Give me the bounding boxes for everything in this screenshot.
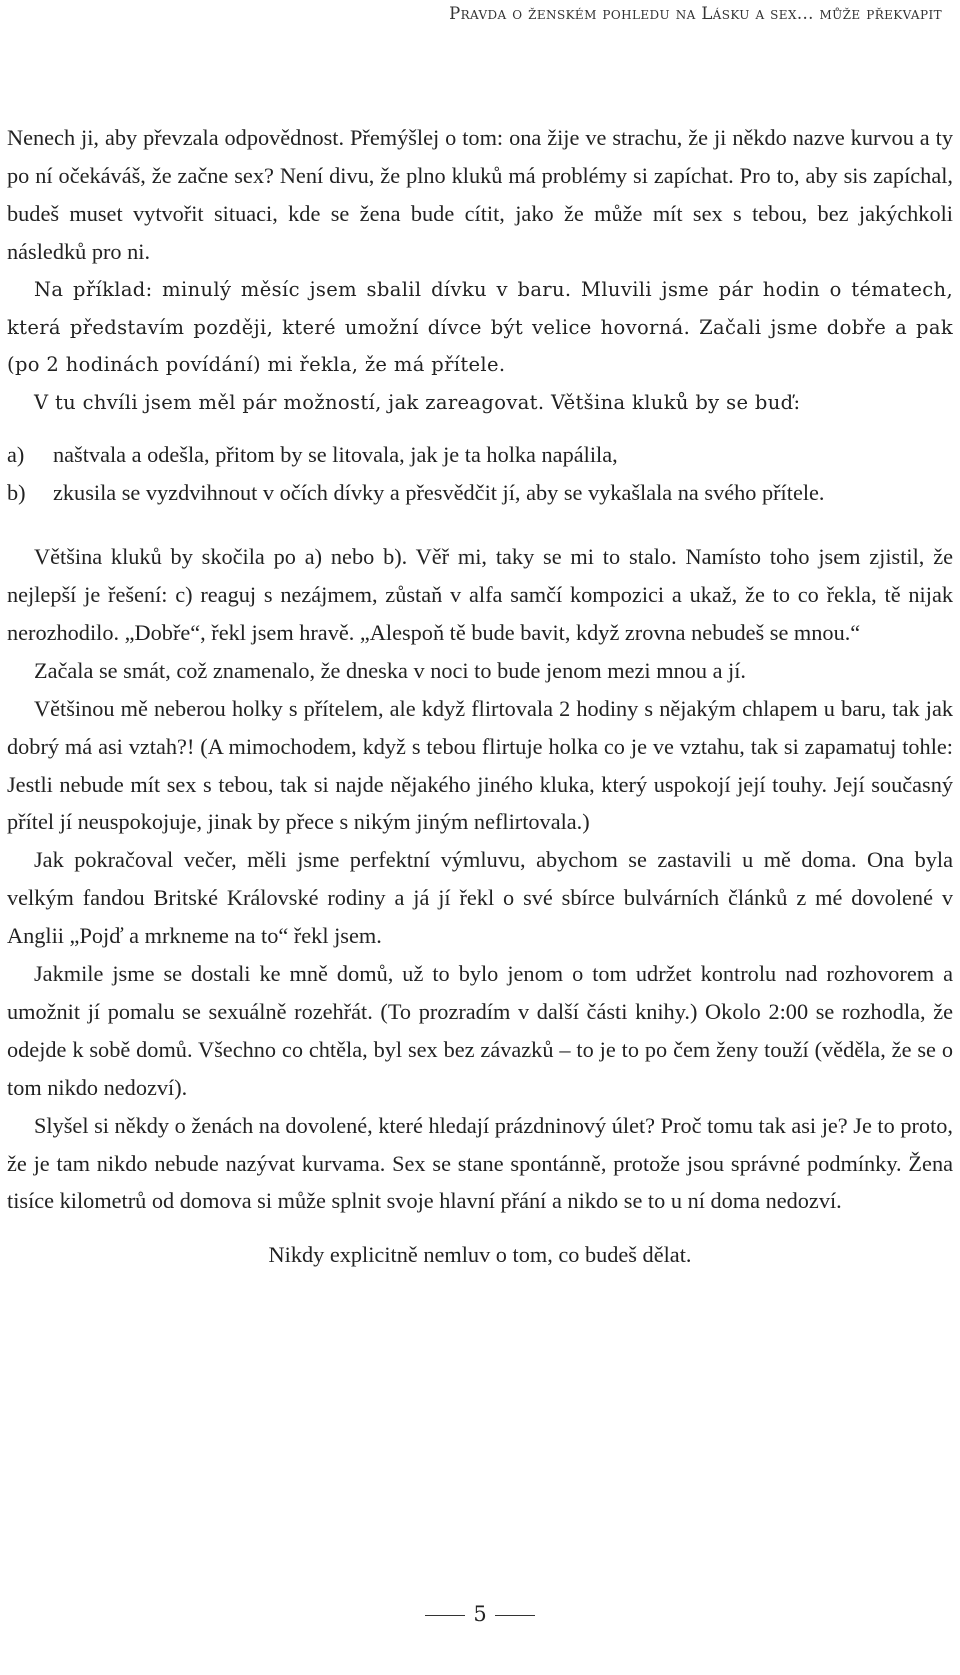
paragraph-1: Nenech ji, aby převzala odpovědnost. Přemýšlej o tom: ona žije ve strachu, že ji někdo nazve kurvou a ty po ní očekáváš, že začne sex? Není divu, že plno kluků má problémy si zapíchat. Pro to, aby sis zapíchal, budeš muset vytvořit situaci, kde se žena bude cítit, jako že může mít sex s tebou, bez jakýchkoli následků pro ni.	[7, 125, 953, 264]
paragraph-6: Většinou mě neberou holky s přítelem, ale když flirtovala 2 hodiny s nějakým chlapem u baru, tak jak dobrý má asi vztah?! (A mimochodem, když s tebou flirtuje holka co je ve vztahu, tak si zapamatuj tohle: Jestli nebude mít sex s tebou, tak si najde nějakého jiného kluka, který uspokojí její touhy. Její současný přítel jí neuspokojuje, jinak by přece s nikým jiným neflirtovala.)	[7, 695, 953, 835]
list-marker: b)	[7, 480, 26, 506]
page-body	[7, 119, 953, 1274]
list-item	[7, 474, 953, 512]
page-number-value: 5	[473, 1602, 487, 1626]
list-marker: a)	[7, 442, 25, 468]
page-number	[0, 1602, 960, 1626]
folio-dash-right	[495, 1615, 535, 1616]
paragraph-7: Jak pokračoval večer, měli jsme perfektní výmluvu, abychom se zastavili u mě doma. Ona byla velkým fandou Britské Královské rodiny a já jí řekl o své sbírce bulvárních článků z mé dovolené v Anglii „Pojď a mrkneme na to“ řekl jsem.	[7, 847, 953, 949]
list-item	[7, 436, 953, 474]
paragraph-9: Slyšel si někdy o ženách na dovolené, které hledají prázdninový úlet? Proč tomu tak asi je? Je to proto, že je tam nikdo nebude nazývat kurvama. Sex se stane spontánně, protože jsou správné podmínky. Žena tisíce kilometrů od domova si může splnit svoje hlavní přání a nikdo se to u ní doma nedozví.	[7, 1112, 953, 1214]
closing-line: Nikdy explicitně nemluv o tom, co budeš dělat.	[268, 1242, 692, 1268]
paragraph-4: Většina kluků by skočila po a) nebo b). Věř mi, taky se mi to stalo. Namísto toho jsem zjistil, že nejlepší je řešení: c) reaguj s nezájmem, zůstaň v alfa samčí kompozici a ukaž, že to co řekla, tě nijak nerozhodilo. „Dobře“, řekl jsem hravě. „Alespoň tě bude bavit, když zrovna nebudeš se mnou.“	[7, 544, 953, 645]
folio-dash-left	[425, 1615, 465, 1616]
paragraph-2: Na příklad: minulý měsíc jsem sbalil dívku v baru. Mluvili jsme pár hodin o tématech, která představím později, které umožní dívce být velice hovorná. Začali jsme dobře a pak (po 2 hodinách povídání) mi řekla, že má přítele.	[7, 277, 953, 377]
running-head: Pravda o ženském pohledu na Lásku a sex... může překvapit	[449, 4, 942, 23]
paragraph-3: V tu chvíli jsem měl pár možností, jak zareagovat. Většina kluků by se buď:	[34, 391, 801, 415]
paragraph-5: Začala se smát, což znamenalo, že dneska v noci to bude jenom mezi mnou a jí.	[34, 657, 746, 683]
paragraph-8: Jakmile jsme se dostali ke mně domů, už to bylo jenom o tom udržet kontrolu nad rozhovorem a umožnit jí pomalu se sexuálně rozehřát. (To prozradím v další části knihy.) Okolo 2:00 se rozhodla, že odejde k sobě domů. Všechno co chtěla, byl sex bez závazků – to je to po čem ženy touží (věděla, že se o tom nikdo nedozví).	[7, 961, 953, 1100]
response-list	[7, 436, 953, 512]
list-item-text: zkusila se vyzdvihnout v očích dívky a přesvědčit jí, aby se vykašlala na svého přítele.	[53, 480, 825, 506]
list-item-text: naštvala a odešla, přitom by se litovala, jak je ta holka napálila,	[53, 442, 618, 468]
